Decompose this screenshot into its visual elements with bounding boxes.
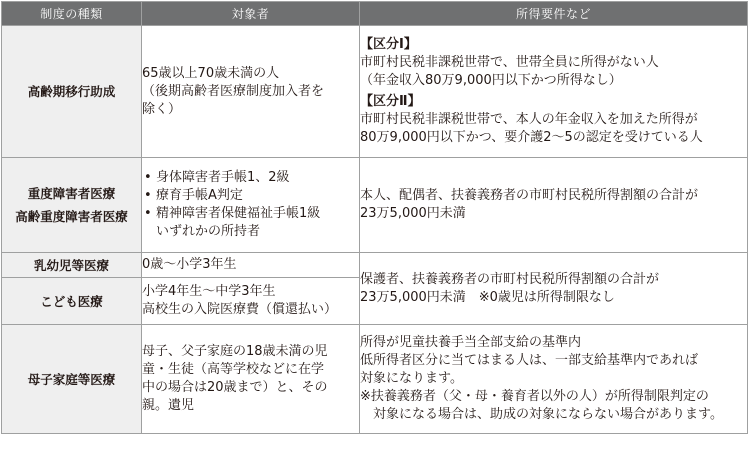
table-row xyxy=(2,325,748,434)
category-cell: 母子家庭等医療 xyxy=(2,325,142,434)
header-system-type: 制度の種類 xyxy=(2,2,142,26)
target-cell xyxy=(142,158,360,253)
target-cell xyxy=(142,325,360,434)
note-line: ※扶養義務者（父・母・養育者以外の人）が所得制限判定の xyxy=(360,389,709,404)
req-line: 対象になります。 xyxy=(360,371,463,386)
requirement-cell xyxy=(360,325,748,434)
target-line: 高校生の入院医療費（償還払い） xyxy=(142,302,338,317)
header-income-req: 所得要件など xyxy=(360,2,748,26)
target-line: 65歳以上70歳未満の人 xyxy=(142,65,280,81)
req-line: （年金収入80万9,000円以下かつ所得なし） xyxy=(360,73,622,88)
target-line: 小学4年生〜中学3年生 xyxy=(142,284,276,299)
requirement-cell xyxy=(360,253,748,325)
target-cell xyxy=(142,26,360,158)
note-line: 対象になる場合は、助成の対象にならない場合があります。 xyxy=(373,407,723,422)
target-line: 親。遺児 xyxy=(142,398,195,413)
target-line: いずれかの所持者 xyxy=(156,224,261,239)
list-item: • 療育手帳A判定 xyxy=(142,187,359,205)
req-line: 23万5,000円未満 ※0歳児は所得制限なし xyxy=(360,289,615,305)
list-item: • 身体障害者手帳1、2級 xyxy=(142,169,359,187)
requirement-cell xyxy=(360,158,748,253)
table-row xyxy=(2,158,748,253)
req-line: 低所得者区分に当てはまる人は、一部支給基準内であれば xyxy=(360,353,699,368)
target-line: 母子、父子家庭の18歳未満の児 xyxy=(142,344,328,359)
category-cell: 高齢期移行助成 xyxy=(2,26,142,158)
req-line: 保護者、扶養義務者の市町村民税所得割額の合計が xyxy=(360,271,660,287)
category-line: 重度障害者医療 xyxy=(27,186,116,201)
req-line: 本人、配偶者、扶養義務者の市町村民税所得割額の合計が xyxy=(360,188,699,203)
req-line: 所得が児童扶養手当全部支給の基準内 xyxy=(360,335,582,350)
target-cell xyxy=(142,278,360,325)
category-cell xyxy=(2,158,142,253)
header-row xyxy=(2,2,748,26)
requirement-cell xyxy=(360,26,748,158)
segment-1-title: 【区分Ⅰ】 xyxy=(360,37,417,52)
table-row xyxy=(2,26,748,158)
header-target: 対象者 xyxy=(142,2,360,26)
target-line: 童・生徒（高等学校などに在学 xyxy=(142,362,325,377)
req-line: 23万5,000円未満 xyxy=(360,206,466,221)
segment-2-title: 【区分Ⅱ】 xyxy=(360,94,421,109)
req-line: 市町村民税非課税世帯で、世帯全員に所得がない人 xyxy=(360,55,659,70)
category-cell: こども医療 xyxy=(2,278,142,325)
req-line: 80万9,000円以下かつ、要介護2〜5の認定を受けている人 xyxy=(360,130,703,145)
target-cell: 0歳〜小学3年生 xyxy=(142,253,360,278)
req-line: 市町村民税非課税世帯で、本人の年金収入を加えた所得が xyxy=(360,112,698,127)
target-line: （後期高齢者医療制度加入者を xyxy=(142,83,325,99)
table-row xyxy=(2,253,748,278)
category-line: 高齢重度障害者医療 xyxy=(15,209,128,224)
medical-aid-table xyxy=(1,1,748,434)
target-line: 除く） xyxy=(142,101,182,117)
category-cell: 乳幼児等医療 xyxy=(2,253,142,278)
target-line: 中の場合は20歳まで）と、その xyxy=(142,380,328,395)
list-item: • 精神障害者保健福祉手帳1級 xyxy=(142,205,359,223)
bullet-list xyxy=(142,169,359,223)
